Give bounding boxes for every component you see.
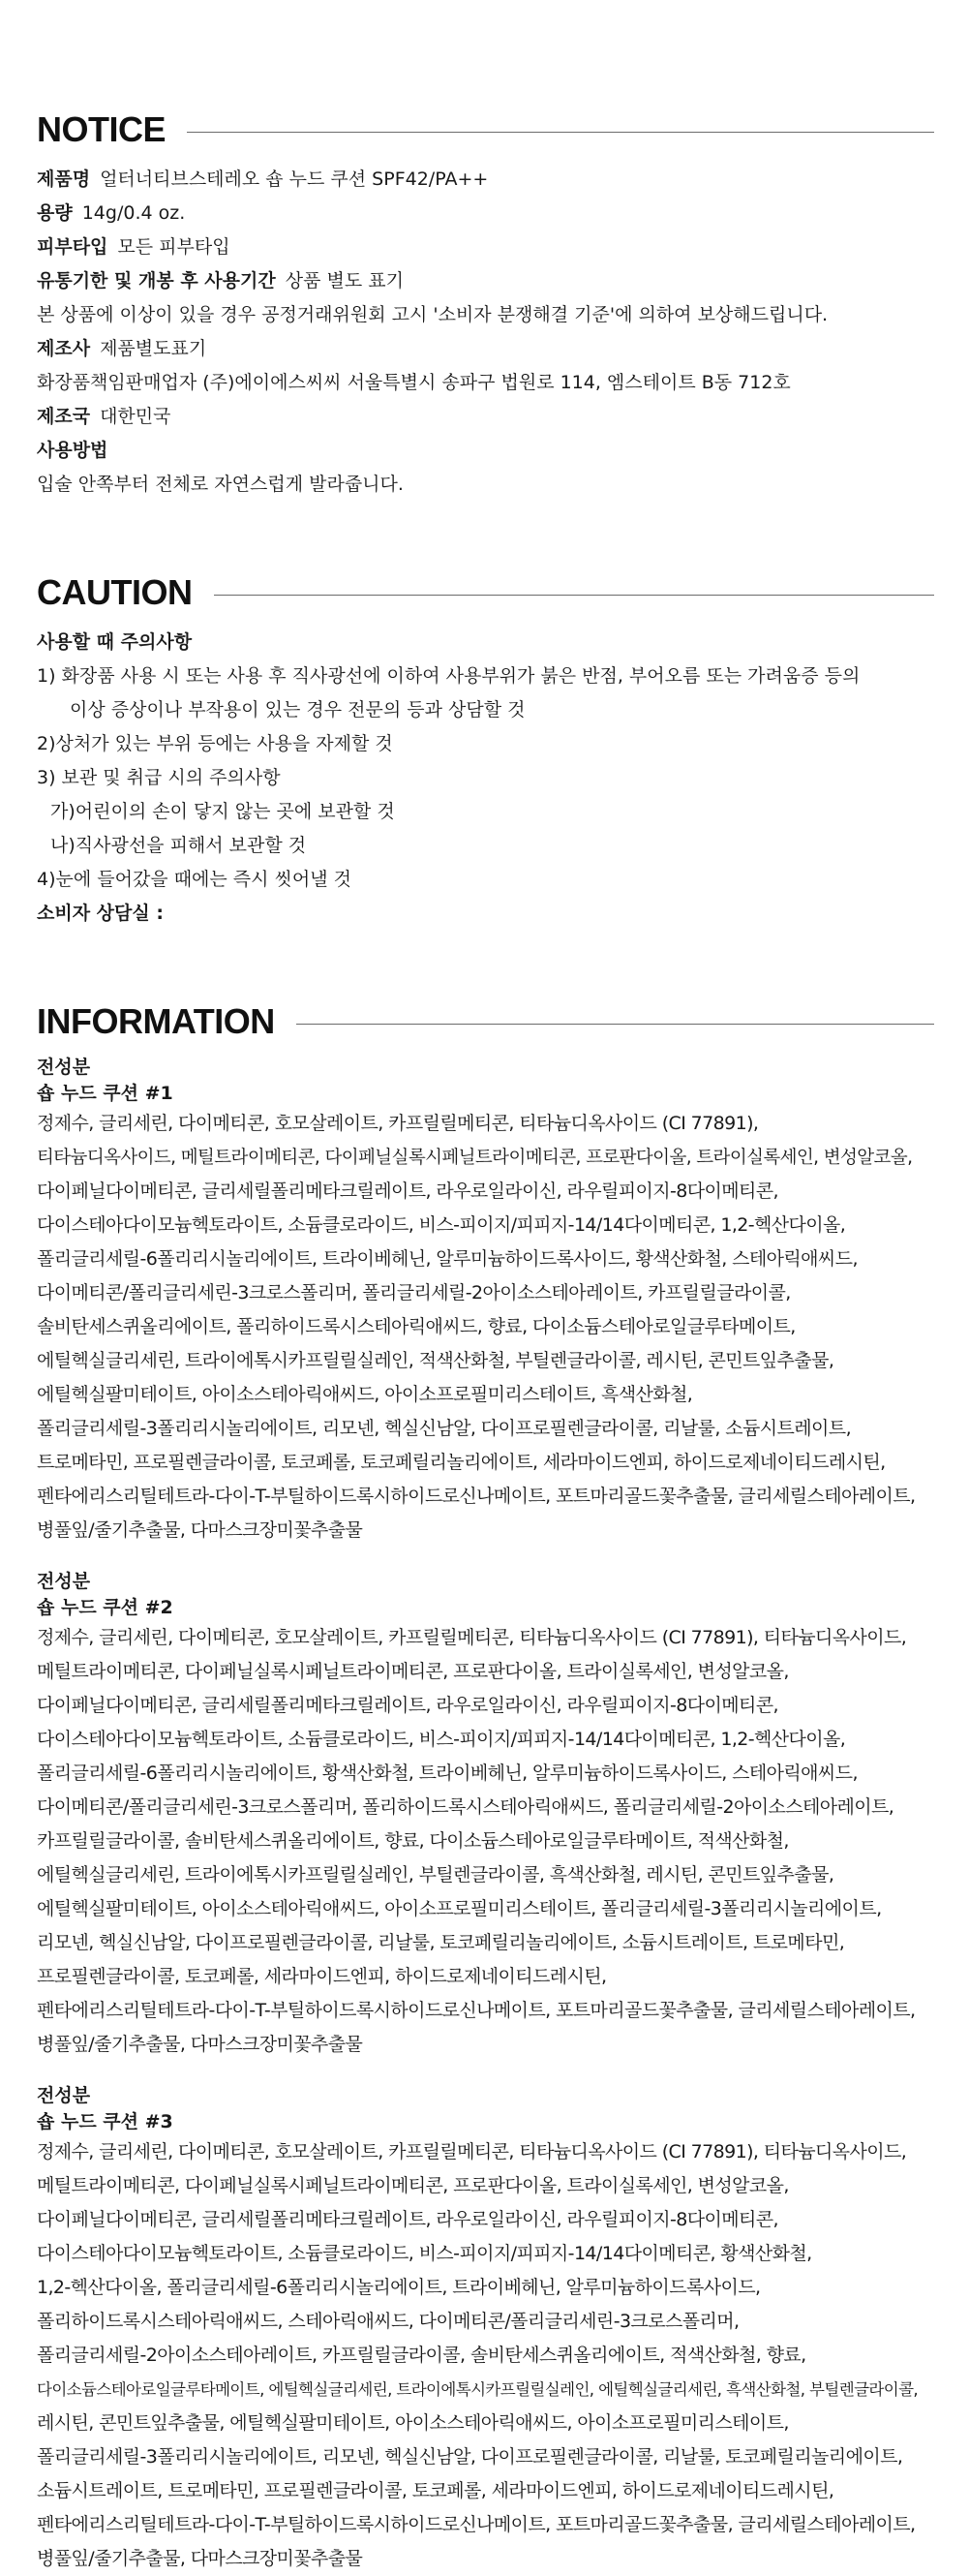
ingredient-line: 다이페닐다이메티콘, 글리세릴폴리메타크릴레이트, 라우로일라이신, 라우릴피이지-8다이메티콘, [37, 1181, 778, 1202]
notice-section [37, 107, 934, 502]
ingredient-line: 레시틴, 콘민트잎추출물, 에틸헥실팔미테이트, 아이소스테아릭애씨드, 아이소프로필미리스테이트, [37, 2412, 789, 2434]
notice-row-manufacturer [37, 332, 934, 366]
information-header [37, 998, 934, 1045]
caution-line: 2)상처가 있는 부위 등에는 사용을 자제할 것 [37, 733, 393, 754]
notice-key: 용량 [37, 202, 73, 224]
notice-rows [37, 163, 934, 502]
ingredient-line: 폴리글리세릴-2아이소스테아레이트, 카프릴릴글라이콜, 솔비탄세스퀴올리에이트, 적색산화철, 향료, [37, 2345, 806, 2366]
caution-section [37, 569, 934, 931]
notice-title: NOTICE [37, 109, 167, 149]
caution-heading: 사용할 때 주의사항 [37, 631, 193, 653]
ingredient-line: 리모넨, 헥실신남알, 다이프로필렌글라이콜, 리날룰, 토코페릴리놀리에이트, 소듐시트레이트, 트로메타민, [37, 1932, 845, 1953]
ingredient-line: 펜타에리스리틸테트라-다이-T-부틸하이드록시하이드로신나메이트, 포트마리골드꽃추출물, 글리세릴스테아레이트, [37, 2514, 916, 2535]
consumer-center-label: 소비자 상담실 : [37, 903, 164, 924]
notice-divider [187, 132, 934, 133]
ingredient-product-name: 숍 누드 쿠션 #1 [37, 1083, 173, 1104]
ingredient-line: 트로메타민, 프로필렌글라이콜, 토코페롤, 토코페릴리놀리에이트, 세라마이드엔피, 하이드로제네이티드레시틴, [37, 1452, 886, 1473]
notice-value: 얼터너티브스테레오 숍 누드 쿠션 SPF42/PA++ [100, 169, 489, 190]
ingredient-label: 전성분 [37, 2085, 91, 2106]
ingredient-line: 다이페닐다이메티콘, 글리세릴폴리메타크릴레이트, 라우로일라이신, 라우릴피이지-8다이메티콘, [37, 1695, 778, 1716]
notice-key: 사용방법 [37, 440, 108, 461]
caution-line: 이상 증상이나 부작용이 있는 경우 전문의 등과 상담할 것 [70, 699, 526, 721]
notice-value: 대한민국 [100, 406, 171, 427]
notice-row-skin-type [37, 230, 934, 264]
notice-key: 제조국 [37, 406, 91, 427]
ingredient-line: 에틸헥실글리세린, 트라이에톡시카프릴릴실레인, 부틸렌글라이콜, 흑색산화철, 레시틴, 콘민트잎추출물, [37, 1864, 834, 1886]
caution-line: 나)직사광선을 피해서 보관할 것 [50, 835, 307, 856]
caution-divider [214, 595, 935, 596]
ingredient-line: 다이메티콘/폴리글리세린-3크로스폴리머, 폴리하이드록시스테아릭애씨드, 폴리글리세릴-2아이소스테아레이트, [37, 1796, 894, 1818]
notice-key: 피부타입 [37, 236, 108, 258]
caution-header [37, 569, 934, 616]
ingredient-line: 카프릴릴글라이콜, 솔비탄세스퀴올리에이트, 향료, 다이소듐스테아로일글루타메이트, 적색산화철, [37, 1830, 789, 1852]
ingredient-line: 정제수, 글리세린, 다이메티콘, 호모살레이트, 카프릴릴메티콘, 티타늄디옥사이드 (CI 77891), 티타늄디옥사이드, [37, 1627, 907, 1648]
caution-line: 1) 화장품 사용 시 또는 사용 후 직사광선에 이하여 사용부위가 붉은 반점, 부어오름 또는 가려움증 등의 [37, 665, 861, 687]
ingredient-line: 다이페닐다이메티콘, 글리세릴폴리메타크릴레이트, 라우로일라이신, 라우릴피이지-8다이메티콘, [37, 2209, 778, 2230]
ingredient-line: 폴리글리세릴-6폴리리시놀리에이트, 트라이베헤닌, 알루미늄하이드록사이드, 황색산화철, 스테아릭애씨드, [37, 1248, 858, 1270]
ingredient-line: 병풀잎/줄기추출물, 다마스크장미꽃추출물 [37, 2548, 363, 2569]
notice-compensation: 본 상품에 이상이 있을 경우 공정거래위원회 고시 '소비자 분쟁해결 기준'에 의하여 보상해드립니다. [37, 304, 829, 325]
ingredient-line: 폴리글리세릴-3폴리리시놀리에이트, 리모넨, 헥실신남알, 다이프로필렌글라이콜, 리날룰, 토코페릴리놀리에이트, [37, 2446, 903, 2468]
ingredient-block [37, 1055, 934, 1548]
ingredient-line: 메틸트라이메티콘, 다이페닐실록시페닐트라이메티콘, 프로판다이올, 트라이실록세인, 변성알코올, [37, 1661, 789, 1682]
ingredient-line: 폴리글리세릴-3폴리리시놀리에이트, 리모넨, 헥실신남알, 다이프로필렌글라이콜, 리날룰, 소듐시트레이트, [37, 1418, 852, 1439]
ingredient-product-name: 숍 누드 쿠션 #2 [37, 1597, 173, 1618]
ingredient-label: 전성분 [37, 1571, 91, 1592]
notice-key: 제조사 [37, 338, 91, 359]
ingredient-line: 에틸헥실팔미테이트, 아이소스테아릭애씨드, 아이소프로필미리스테이트, 흑색산화철, [37, 1384, 693, 1405]
information-section [37, 998, 934, 2576]
notice-usage-text: 입술 안쪽부터 전체로 자연스럽게 발라줍니다. [37, 474, 404, 495]
ingredient-line: 병풀잎/줄기추출물, 다마스크장미꽃추출물 [37, 2034, 363, 2055]
notice-value: 제품별도표기 [100, 338, 207, 359]
ingredient-line: 다이스테아다이모늄헥토라이트, 소듐클로라이드, 비스-피이지/피피지-14/14다이메티콘, 1,2-헥산다이올, [37, 1729, 846, 1750]
ingredient-line: 에틸헥실글리세린, 트라이에톡시카프릴릴실레인, 적색산화철, 부틸렌글라이콜, 레시틴, 콘민트잎추출물, [37, 1350, 834, 1371]
ingredient-line: 펜타에리스리틸테트라-다이-T-부틸하이드록시하이드로신나메이트, 포트마리골드꽃추출물, 글리세릴스테아레이트, [37, 1486, 916, 1507]
ingredient-block [37, 1569, 934, 2062]
ingredient-line: 다이소듐스테아로일글루타메이트, 에틸헥실글리세린, 트라이에톡시카프릴릴실레인, 에틸헥실글리세린, 흑색산화철, 부틸렌글라이콜, [37, 2380, 919, 2399]
notice-value: 14g/0.4 oz. [81, 202, 186, 224]
ingredient-line: 병풀잎/줄기추출물, 다마스크장미꽃추출물 [37, 1519, 363, 1541]
notice-row-product-name [37, 163, 934, 197]
ingredient-line: 폴리글리세릴-6폴리리시놀리에이트, 황색산화철, 트라이베헤닌, 알루미늄하이드록사이드, 스테아릭애씨드, [37, 1763, 858, 1784]
information-title: INFORMATION [37, 1001, 275, 1041]
notice-header [37, 107, 934, 153]
ingredient-line: 펜타에리스리틸테트라-다이-T-부틸하이드록시하이드로신나메이트, 포트마리골드꽃추출물, 글리세릴스테아레이트, [37, 2000, 916, 2021]
notice-key: 유통기한 및 개봉 후 사용기간 [37, 270, 276, 291]
ingredient-line: 프로필렌글라이콜, 토코페롤, 세라마이드엔피, 하이드로제네이티드레시틴, [37, 1966, 607, 1987]
caution-line: 3) 보관 및 취급 시의 주의사항 [37, 767, 281, 788]
ingredient-line: 솔비탄세스퀴올리에이트, 폴리하이드록시스테아릭애씨드, 향료, 다이소듐스테아로일글루타메이트, [37, 1316, 796, 1337]
ingredient-block [37, 2083, 934, 2576]
ingredient-line: 다이스테아다이모늄헥토라이트, 소듐클로라이드, 비스-피이지/피피지-14/14다이메티콘, 1,2-헥산다이올, [37, 1214, 846, 1236]
notice-distributor: 화장품책임판매업자 (주)에이에스씨씨 서울특별시 송파구 법원로 114, 엠스테이트 B동 712호 [37, 372, 791, 393]
ingredient-line: 정제수, 글리세린, 다이메티콘, 호모살레이트, 카프릴릴메티콘, 티타늄디옥사이드 (CI 77891), [37, 1113, 759, 1134]
caution-line: 가)어린이의 손이 닿지 않는 곳에 보관할 것 [50, 801, 395, 822]
ingredient-line: 다이메티콘/폴리글리세린-3크로스폴리머, 폴리글리세릴-2아이소스테아레이트, 카프릴릴글라이콜, [37, 1282, 791, 1303]
notice-row-expiry [37, 264, 934, 298]
notice-key: 제품명 [37, 169, 91, 190]
ingredient-product-name: 숍 누드 쿠션 #3 [37, 2111, 173, 2132]
ingredient-line: 1,2-헥산다이올, 폴리글리세릴-6폴리리시놀리에이트, 트라이베헤닌, 알루미늄하이드록사이드, [37, 2277, 761, 2298]
ingredient-line: 티타늄디옥사이드, 메틸트라이메티콘, 다이페닐실록시페닐트라이메티콘, 프로판다이올, 트라이실록세인, 변성알코올, [37, 1148, 913, 1168]
notice-value: 모든 피부타입 [117, 236, 230, 258]
notice-row-usage [37, 434, 934, 468]
ingredient-line: 메틸트라이메티콘, 다이페닐실록시페닐트라이메티콘, 프로판다이올, 트라이실록세인, 변성알코올, [37, 2175, 789, 2196]
caution-title: CAUTION [37, 572, 193, 612]
information-divider [296, 1024, 934, 1025]
ingredient-line: 정제수, 글리세린, 다이메티콘, 호모살레이트, 카프릴릴메티콘, 티타늄디옥사이드 (CI 77891), 티타늄디옥사이드, [37, 2141, 907, 2162]
ingredient-blocks [37, 1055, 934, 2576]
caution-line: 4)눈에 들어갔을 때에는 즉시 씻어낼 것 [37, 869, 352, 890]
ingredient-line: 소듐시트레이트, 트로메타민, 프로필렌글라이콜, 토코페롤, 세라마이드엔피, 하이드로제네이티드레시틴, [37, 2480, 834, 2501]
ingredient-line: 다이스테아다이모늄헥토라이트, 소듐클로라이드, 비스-피이지/피피지-14/14다이메티콘, 황색산화철, [37, 2243, 812, 2264]
notice-value: 상품 별도 표기 [285, 270, 404, 291]
ingredient-line: 에틸헥실팔미테이트, 아이소스테아릭애씨드, 아이소프로필미리스테이트, 폴리글리세릴-3폴리리시놀리에이트, [37, 1898, 882, 1919]
notice-row-capacity [37, 197, 934, 230]
notice-row-country [37, 400, 934, 434]
ingredient-label: 전성분 [37, 1057, 91, 1078]
ingredient-line: 폴리하이드록시스테아릭애씨드, 스테아릭애씨드, 다이메티콘/폴리글리세린-3크로스폴리머, [37, 2311, 740, 2332]
